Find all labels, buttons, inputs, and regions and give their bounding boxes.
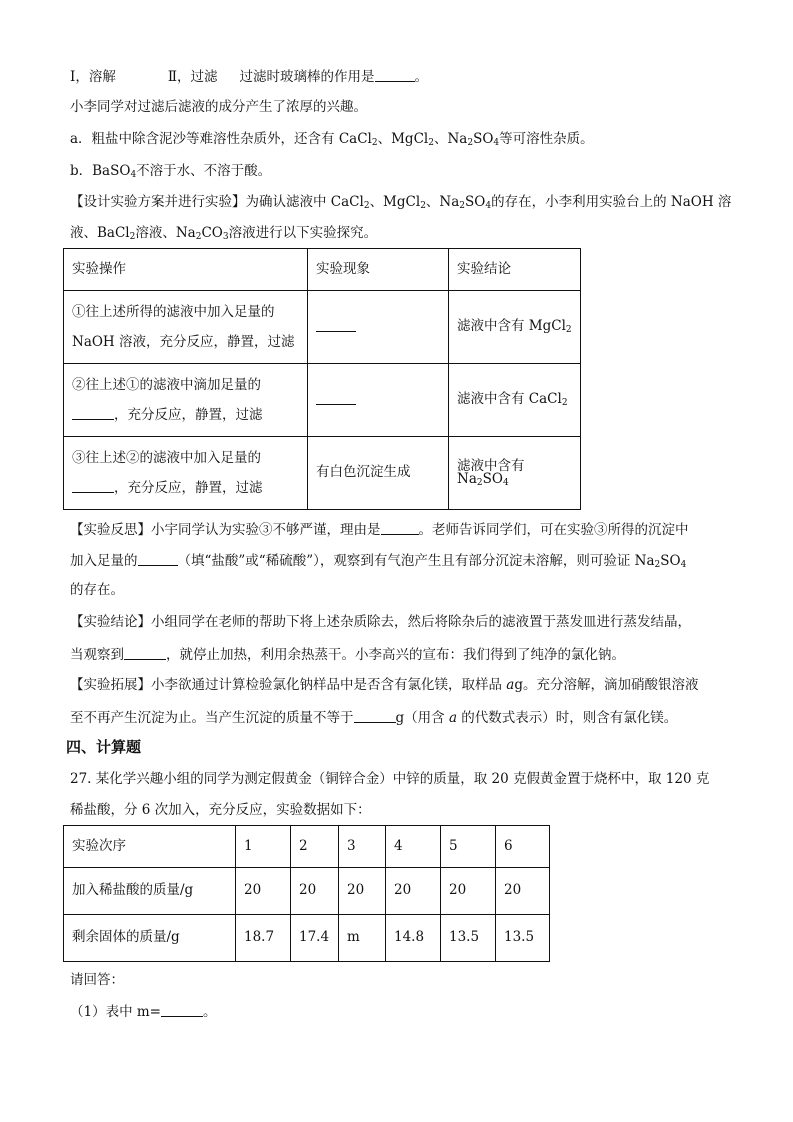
table-row <box>64 437 581 510</box>
table-row <box>64 826 550 868</box>
text: 【设计实验方案并进行实验】为确认滤液中 CaCl <box>70 194 364 210</box>
table-cell: 20 <box>291 868 339 915</box>
operation-line <box>72 473 299 503</box>
operation-line <box>72 400 299 430</box>
conclusion-cell <box>449 291 581 364</box>
text: CO <box>201 225 223 241</box>
text: 的存在，小李利用实验台上的 NaOH 溶 <box>491 194 732 210</box>
operation-line: ②往上述①的滤液中滴加足量的 <box>72 377 261 393</box>
reflection-line-2: 加入足量的 （填“盐酸”或“稀硫酸”），观察到有气泡产生且有部分沉淀未溶解，则可验证 $Na_2SO_4$ <box>70 553 687 570</box>
conclusion-line-2 <box>70 647 625 663</box>
text: ，就停止加热，利用余热蒸干。小李高兴的宣布：我们得到了纯净的氯化钠。 <box>166 647 625 663</box>
answer-blank <box>316 392 356 405</box>
text: a．粗盐中除含泥沙等难溶性杂质外，还含有 CaCl <box>70 131 372 147</box>
text: 的代数式表示）时，则含有氯化镁。 <box>457 710 678 726</box>
variable-a: a <box>506 677 515 693</box>
conclusion-cell <box>449 364 581 437</box>
text: （1）表中 m= <box>70 1004 161 1020</box>
text: 液、BaCl <box>70 225 130 241</box>
text-line-1 <box>70 69 428 85</box>
answer-blank <box>72 407 114 420</box>
text: 至不再产生沉淀为止。当产生沉淀的质量不等于 <box>70 710 354 726</box>
header-operation: 实验操作 <box>64 249 308 291</box>
answer-blank <box>354 710 396 723</box>
table-cell: 20 <box>339 868 386 915</box>
answer-blank <box>375 69 415 82</box>
text-line-6: 液、BaCl$_2$溶液、$Na_2CO_3$溶液进行以下实验探究。 <box>70 225 378 242</box>
table-cell: 14.8 <box>386 915 441 962</box>
operation-cell <box>64 364 308 437</box>
reflection-line-1 <box>70 522 689 538</box>
text: SO <box>660 553 681 569</box>
text: 加入足量的 <box>70 553 138 569</box>
table-header-row <box>64 249 581 291</box>
answer-prompt: 请回答： <box>70 972 124 988</box>
section-heading: 四、计算题 <box>66 738 142 756</box>
table-cell: 20 <box>496 868 550 915</box>
operation-cell <box>64 437 308 510</box>
table-cell: 2 <box>291 826 339 868</box>
question-text: 过滤时玻璃棒的作用是 <box>239 69 375 85</box>
text: b．BaSO <box>70 163 131 179</box>
operation-line: ①往上述所得的滤液中加入足量的 <box>72 304 275 320</box>
table-cell: 3 <box>339 826 386 868</box>
text: g。充分溶解，滴加硝酸银溶液 <box>514 677 699 693</box>
table-cell: 20 <box>386 868 441 915</box>
conclusion-text: 滤液中含有 CaCl <box>457 391 562 408</box>
phenomenon-cell <box>308 291 449 364</box>
question-27-line-1: 27. 某化学兴趣小组的同学为测定假黄金（铜锌合金）中锌的质量，取 20 克假黄金置于烧杯中，取 120 克 <box>70 771 710 787</box>
subscript: 2 <box>476 478 483 488</box>
sub-question-1 <box>70 1004 217 1020</box>
table-cell: 20 <box>441 868 496 915</box>
text: 。 <box>203 1004 217 1020</box>
answer-blank <box>138 553 178 566</box>
data-table <box>63 825 550 962</box>
subscript: 2 <box>565 325 572 336</box>
table-cell: 1 <box>236 826 291 868</box>
header-phenomenon: 实验现象 <box>308 249 449 291</box>
text: 溶液进行以下实验探究。 <box>228 225 378 241</box>
experiment-table <box>63 248 581 510</box>
table-cell: 13.5 <box>496 915 550 962</box>
phenomenon-cell: 有白色沉淀生成 <box>308 437 449 510</box>
text: 等可溶性杂质。 <box>499 131 594 147</box>
text: 、MgCl <box>369 194 421 210</box>
text-line-2: 小李同学对过滤后滤液的成分产生了浓厚的兴趣。 <box>70 99 367 115</box>
text: SO <box>465 194 486 210</box>
table-cell: 17.4 <box>291 915 339 962</box>
operation-text: ，充分反应，静置，过滤 <box>114 407 263 423</box>
header-conclusion: 实验结论 <box>449 249 581 291</box>
row-label: 剩余固体的质量/g <box>64 915 236 962</box>
question-27-line-2: 稀盐酸，分 6 次加入，充分反应，实验数据如下： <box>70 802 371 818</box>
text: 当观察到 <box>70 647 124 663</box>
expansion-line-1 <box>70 679 699 693</box>
table-row <box>64 364 581 437</box>
answer-blank <box>381 522 419 535</box>
expansion-line-2 <box>70 710 677 726</box>
text-line-4: b．BaSO$_4$不溶于水、不溶于酸。 <box>70 163 272 180</box>
operation-text: ，充分反应，静置，过滤 <box>114 480 263 496</box>
table-cell: m <box>339 915 386 962</box>
step-filter: Ⅱ，过滤 <box>167 69 218 85</box>
text: 。老师告诉同学们，可在实验③所得的沉淀中 <box>418 522 689 538</box>
text: 溶液、Na <box>135 225 196 241</box>
table-row <box>64 291 581 364</box>
conclusion-text: SO <box>482 471 503 487</box>
answer-blank <box>161 1004 203 1017</box>
reflection-line-3: 的存在。 <box>70 582 124 598</box>
text: （填“盐酸”或“稀硫酸”），观察到有气泡产生且有部分沉淀未溶解，则可验证 Na <box>177 553 655 569</box>
step-dissolve: Ⅰ，溶解 <box>70 69 116 85</box>
text-line-5: 【设计实验方案并进行实验】为确认滤液中 CaCl$_2$、MgCl$_2$、$Na_2SO_4$的存在，小李利用实验台上的 NaOH 溶 <box>70 194 732 211</box>
table-cell: 4 <box>386 826 441 868</box>
table-cell: 20 <box>236 868 291 915</box>
table-row <box>64 915 550 962</box>
conclusion-cell <box>449 437 581 510</box>
operation-line: ③往上述②的滤液中加入足量的 <box>72 450 261 466</box>
text: 【实验拓展】小李欲通过计算检验氯化钠样品中是否含有氯化镁，取样品 <box>70 677 507 693</box>
text: 不溶于水、不溶于酸。 <box>136 163 272 179</box>
conclusion-text: 滤液中含有 Na <box>457 457 525 487</box>
phenomenon-cell <box>308 364 449 437</box>
operation-cell <box>64 291 308 364</box>
variable-a: a <box>448 710 457 726</box>
text: g（用含 <box>395 710 449 726</box>
subscript: 2 <box>561 398 568 409</box>
punctuation: 。 <box>414 69 429 85</box>
table-cell: 13.5 <box>441 915 496 962</box>
text: 、Na <box>433 131 468 147</box>
text: 、MgCl <box>377 131 429 147</box>
text: 【实验反思】小宇同学认为实验③不够严谨，理由是 <box>70 522 381 538</box>
subscript: 4 <box>502 478 509 488</box>
table-cell: 6 <box>496 826 550 868</box>
table-cell: 18.7 <box>236 915 291 962</box>
text: 、Na <box>425 194 460 210</box>
answer-blank <box>124 647 166 660</box>
answer-blank <box>316 319 356 332</box>
row-label: 实验次序 <box>64 826 236 868</box>
conclusion-text: 滤液中含有 MgCl <box>457 318 566 335</box>
text: SO <box>473 131 494 147</box>
text-line-3: a．粗盐中除含泥沙等难溶性杂质外，还含有 CaCl$_2$、MgCl$_2$、$Na_2SO_4$等可溶性杂质。 <box>70 131 594 148</box>
row-label: 加入稀盐酸的质量/g <box>64 868 236 915</box>
conclusion-line-1: 【实验结论】小组同学在老师的帮助下将上述杂质除去，然后将除杂后的滤液置于蒸发皿进行蒸发结晶， <box>70 614 691 630</box>
table-cell: 5 <box>441 826 496 868</box>
answer-blank <box>72 480 114 493</box>
table-row <box>64 868 550 915</box>
operation-line: NaOH 溶液，充分反应，静置，过滤 <box>72 334 295 350</box>
